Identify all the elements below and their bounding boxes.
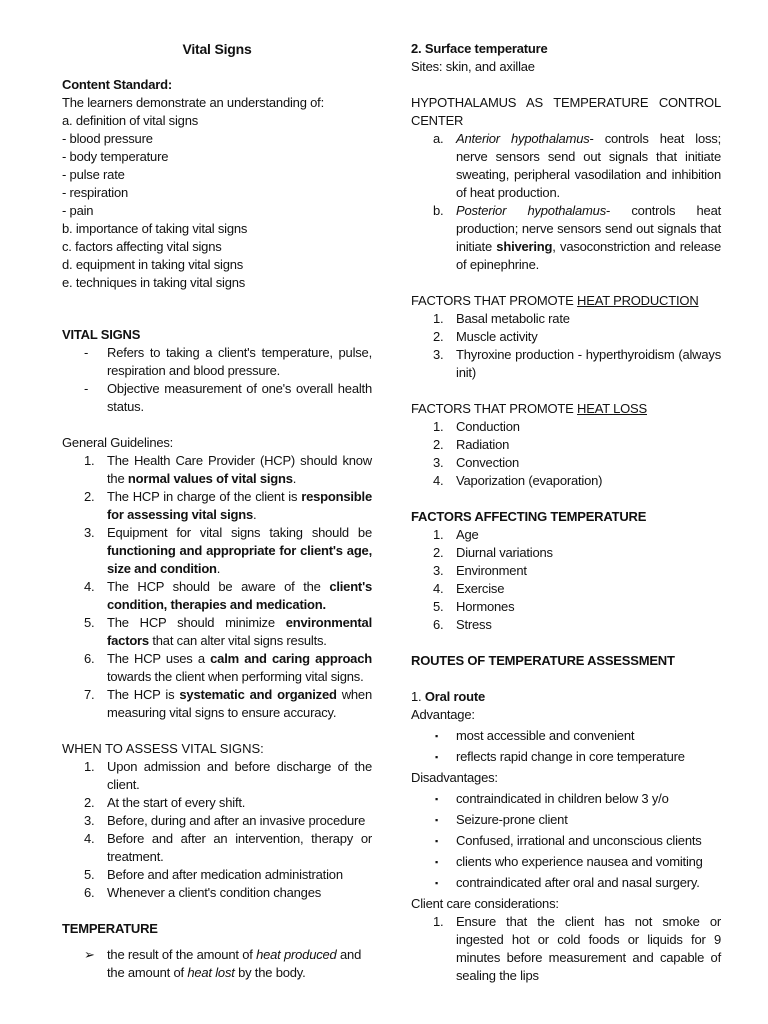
left-column — [62, 40, 372, 982]
guideline-item — [62, 524, 372, 578]
item-number: 6. — [433, 617, 444, 632]
heat-loss-item — [411, 472, 721, 490]
temperature-heading: TEMPERATURE — [62, 921, 158, 936]
vital-signs-heading: VITAL SIGNS — [62, 327, 141, 342]
vital-signs-list — [62, 344, 372, 416]
item-number: 5. — [433, 599, 444, 614]
heat-loss-item-text: Convection — [456, 455, 520, 470]
item-number: 3. — [433, 563, 444, 578]
text-run: by the body. — [234, 965, 306, 980]
heat-production-item — [411, 328, 721, 346]
item-number: 1. — [433, 914, 444, 929]
factor-temperature-item — [411, 580, 721, 598]
content-standard-item: b. importance of taking vital signs — [62, 221, 248, 236]
item-number: 7. — [84, 687, 95, 702]
vital-signs-item — [62, 344, 372, 380]
when-item-text: Before and after an intervention, therapy or treatment. — [107, 831, 372, 864]
when-item — [62, 812, 372, 830]
content-standard-item: - respiration — [62, 185, 129, 200]
item-number: 1. — [433, 527, 444, 542]
text-run: Equipment for vital signs taking should be — [107, 525, 372, 540]
item-number: 3. — [84, 813, 95, 828]
item-number: 2. — [433, 437, 444, 452]
hypothalamus-list — [411, 130, 721, 274]
text-run: shivering — [496, 239, 553, 254]
bullet-icon: ▪ — [435, 836, 438, 846]
item-letter: b. — [433, 203, 444, 218]
bullet-icon: ▪ — [435, 752, 438, 762]
routes-heading: ROUTES OF TEMPERATURE ASSESSMENT — [411, 653, 675, 668]
guideline-item-text — [107, 579, 372, 612]
text-run: responsible for assessing vital signs — [107, 489, 372, 522]
guidelines-heading: General Guidelines: — [62, 435, 174, 450]
item-number: 4. — [433, 581, 444, 596]
advantage-item-text: reflects rapid change in core temperature — [456, 749, 685, 764]
item-number: 1. — [84, 759, 95, 774]
disadvantage-item-text: contraindicated in children below 3 y/o — [456, 791, 669, 806]
content-standard-item: - body temperature — [62, 149, 169, 164]
item-number: 2. — [84, 489, 95, 504]
when-item — [62, 758, 372, 794]
item-number: 2. — [433, 545, 444, 560]
text-run: The HCP uses a — [107, 651, 211, 666]
text-run: calm and caring approach — [210, 651, 372, 666]
temperature-definition — [62, 946, 372, 982]
when-item-text: Upon admission and before discharge of the client. — [107, 759, 372, 792]
care-list — [411, 913, 721, 985]
bullet-icon: ▪ — [435, 878, 438, 888]
guideline-item-text — [107, 453, 372, 486]
disadvantage-item — [411, 811, 721, 829]
heat-loss-item — [411, 418, 721, 436]
when-item — [62, 794, 372, 812]
disadvantage-item-text: clients who experience nausea and vomiting — [456, 854, 703, 869]
disadvantage-item — [411, 853, 721, 871]
right-column — [411, 40, 721, 985]
when-item — [62, 830, 372, 866]
hypothalamus-heading: HYPOTHALAMUS AS TEMPERATURE CONTROL CENTER — [411, 95, 721, 128]
item-number: 1. — [433, 419, 444, 434]
text-run: - controls heat production; nerve sensors send out signals that initiate — [456, 203, 722, 254]
when-item-text: Whenever a client's condition changes — [107, 885, 322, 900]
item-number: 6. — [84, 651, 95, 666]
text-run: . — [216, 561, 221, 576]
when-item-text: Before and after medication administration — [107, 867, 343, 882]
heat-loss-item-text: Vaporization (evaporation) — [456, 473, 603, 488]
heat-production-item-text: Muscle activity — [456, 329, 538, 344]
heat-production-item — [411, 346, 721, 382]
item-number: 3. — [433, 455, 444, 470]
guideline-item — [62, 686, 372, 722]
text-run: , vasoconstriction and release of epinephrine. — [456, 239, 721, 272]
factor-temperature-item-text: Exercise — [456, 581, 505, 596]
item-number: 4. — [84, 831, 95, 846]
text-run: heat lost — [187, 965, 235, 980]
heat-production-item-text: Thyroxine production - hyperthyroidism (always init) — [456, 347, 721, 380]
text-run: when measuring vital signs to ensure accuracy. — [107, 687, 372, 720]
text-run: The HCP is — [107, 687, 180, 702]
page-title: Vital Signs — [182, 41, 252, 57]
advantage-item — [411, 748, 721, 766]
guideline-item — [62, 578, 372, 614]
factor-temperature-item — [411, 598, 721, 616]
content-standard-item: c. factors affecting vital signs — [62, 239, 222, 254]
guideline-item-text — [107, 687, 372, 720]
content-standard-item: - pain — [62, 203, 94, 218]
heat-production-item-text: Basal metabolic rate — [456, 311, 570, 326]
when-item — [62, 884, 372, 902]
text-run: heat produced — [256, 947, 337, 962]
guideline-item-text — [107, 525, 372, 576]
item-number: 4. — [433, 473, 444, 488]
disadvantages-label: Disadvantages: — [411, 770, 498, 785]
vital-signs-item-text: Objective measurement of one's overall health status. — [107, 381, 372, 414]
content-standard-list — [62, 112, 372, 292]
item-number: 4. — [84, 579, 95, 594]
oral-route-heading: 1. Oral route — [411, 689, 485, 704]
guideline-item-text — [107, 651, 372, 684]
vital-signs-item — [62, 380, 372, 416]
arrow-icon: ➢ — [84, 947, 95, 962]
dash-marker: - — [84, 381, 89, 396]
factor-temperature-item — [411, 616, 721, 634]
text-run: the result of the amount of — [107, 947, 257, 962]
factor-temperature-item — [411, 544, 721, 562]
temperature-definition-text — [107, 947, 361, 980]
factors-temperature-heading: FACTORS AFFECTING TEMPERATURE — [411, 509, 647, 524]
item-number: 1. — [433, 311, 444, 326]
care-item-text: Ensure that the client has not smoke or ingested hot or cold foods or liquids for 9 minutes before measurement and capable of sealing the lips — [456, 914, 721, 983]
guideline-item — [62, 488, 372, 524]
item-letter: a. — [433, 131, 444, 146]
text-run: Anterior hypothalamus — [456, 131, 590, 146]
when-heading: WHEN TO ASSESS VITAL SIGNS: — [62, 741, 264, 756]
text-run: normal values of vital signs — [127, 471, 293, 486]
heat-loss-list — [411, 418, 721, 490]
when-list — [62, 758, 372, 902]
care-item — [411, 913, 721, 985]
content-standard-intro: The learners demonstrate an understanding of: — [62, 95, 325, 110]
content-standard-item: e. techniques in taking vital signs — [62, 275, 246, 290]
guideline-item — [62, 614, 372, 650]
surface-temperature-heading: 2. Surface temperature — [411, 41, 548, 56]
content-standard-item: - pulse rate — [62, 167, 125, 182]
item-number: 3. — [433, 347, 444, 362]
text-run: . — [292, 471, 297, 486]
surface-sites: Sites: skin, and axillae — [411, 59, 535, 74]
guideline-item-text — [107, 615, 372, 648]
when-item-text: At the start of every shift. — [107, 795, 246, 810]
factor-temperature-item-text: Age — [456, 527, 479, 542]
dash-marker: - — [84, 345, 89, 360]
guidelines-list — [62, 452, 372, 722]
text-run: environmental factors — [107, 615, 372, 648]
text-run: that can alter vital signs results. — [148, 633, 327, 648]
content-standard-item: a. definition of vital signs — [62, 113, 199, 128]
item-number: 2. — [84, 795, 95, 810]
disadvantage-item — [411, 874, 721, 892]
disadvantage-item — [411, 790, 721, 808]
heat-loss-item — [411, 436, 721, 454]
item-number: 5. — [84, 615, 95, 630]
disadvantages-list — [411, 790, 721, 892]
guideline-item — [62, 452, 372, 488]
factor-temperature-item — [411, 562, 721, 580]
when-item-text: Before, during and after an invasive procedure — [107, 813, 366, 828]
item-number: 1. — [84, 453, 95, 468]
guideline-item — [62, 650, 372, 686]
hypothalamus-item-text — [456, 203, 721, 272]
factor-temperature-item-text: Diurnal variations — [456, 545, 553, 560]
text-run: - controls heat loss; nerve sensors send out signals that initiate sweating, peripheral vasodilation and inhibition of heat production. — [456, 131, 722, 200]
text-run: towards the client when performing vital signs. — [107, 669, 364, 684]
content-standard-item: - blood pressure — [62, 131, 153, 146]
disadvantage-item-text: Seizure-prone client — [456, 812, 568, 827]
hypothalamus-item — [411, 202, 721, 274]
factor-temperature-item-text: Hormones — [456, 599, 515, 614]
heat-loss-item-text: Conduction — [456, 419, 520, 434]
care-label: Client care considerations: — [411, 896, 559, 911]
text-run: and the amount of — [107, 947, 362, 980]
item-number: 6. — [84, 885, 95, 900]
advantage-item-text: most accessible and convenient — [456, 728, 635, 743]
item-number: 2. — [433, 329, 444, 344]
advantage-label: Advantage: — [411, 707, 475, 722]
bullet-icon: ▪ — [435, 857, 438, 867]
hypothalamus-item-text — [456, 131, 721, 200]
when-item — [62, 866, 372, 884]
item-number: 5. — [84, 867, 95, 882]
content-standard-heading: Content Standard: — [62, 77, 172, 92]
hypothalamus-item — [411, 130, 721, 202]
bullet-icon: ▪ — [435, 815, 438, 825]
text-run: . — [253, 507, 257, 522]
heat-loss-heading: FACTORS THAT PROMOTE HEAT LOSS — [411, 401, 647, 416]
factor-temperature-item-text: Stress — [456, 617, 492, 632]
text-run: The Health Care Provider (HCP) should know the — [107, 453, 372, 486]
bullet-icon: ▪ — [435, 731, 438, 741]
heat-production-list — [411, 310, 721, 382]
text-run: systematic and organized — [179, 687, 337, 702]
text-run: Posterior hypothalamus — [456, 203, 606, 218]
text-run: client's condition, therapies and medication. — [107, 579, 372, 612]
text-run: The HCP should be aware of the — [107, 579, 330, 594]
advantages-list — [411, 727, 721, 766]
advantage-item — [411, 727, 721, 745]
factor-temperature-item-text: Environment — [456, 563, 527, 578]
disadvantage-item — [411, 832, 721, 850]
vital-signs-item-text: Refers to taking a client's temperature, pulse, respiration and blood pressure. — [107, 345, 372, 378]
guideline-item-text — [107, 489, 372, 522]
item-number: 3. — [84, 525, 95, 540]
text-run: The HCP should minimize — [107, 615, 286, 630]
factor-temperature-item — [411, 526, 721, 544]
text-run: functioning and appropriate for client's age, size and condition — [107, 543, 372, 576]
content-standard-item: d. equipment in taking vital signs — [62, 257, 244, 272]
heat-production-heading: FACTORS THAT PROMOTE HEAT PRODUCTION — [411, 293, 699, 308]
disadvantage-item-text: contraindicated after oral and nasal surgery. — [456, 875, 700, 890]
factors-temperature-list — [411, 526, 721, 634]
text-run: The HCP in charge of the client is — [107, 489, 302, 504]
heat-production-item — [411, 310, 721, 328]
disadvantage-item-text: Confused, irrational and unconscious clients — [456, 833, 702, 848]
heat-loss-item-text: Radiation — [456, 437, 510, 452]
heat-loss-item — [411, 454, 721, 472]
bullet-icon: ▪ — [435, 794, 438, 804]
